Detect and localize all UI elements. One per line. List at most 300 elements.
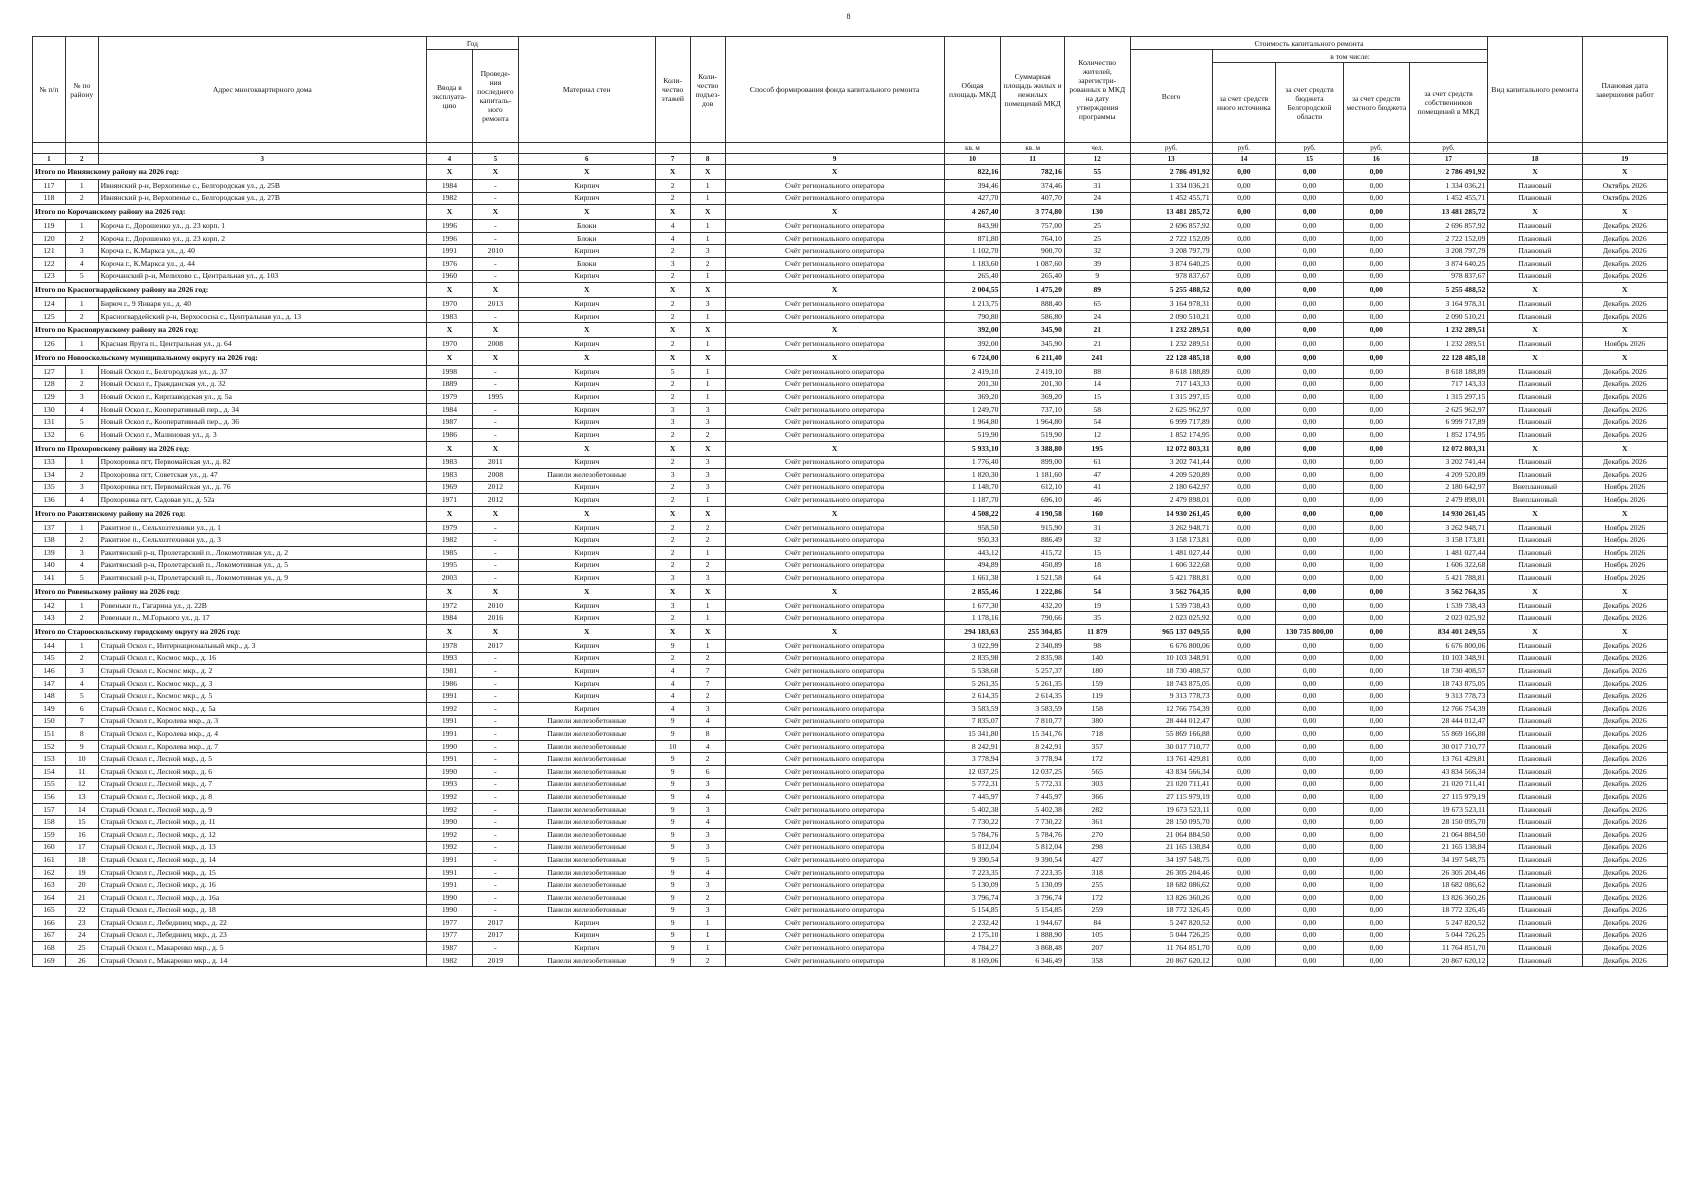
year-built-cell: 1996: [426, 232, 472, 245]
fund-method-cell: Счёт регионального оператора: [725, 891, 944, 904]
total-area-cell: 2 175,10: [944, 929, 1001, 942]
entrances-cell: 3: [690, 469, 725, 482]
wall-material-cell: Кирпич: [518, 612, 655, 625]
address-cell: Старый Оскол г., Лесной мкр., д. 9: [98, 803, 426, 816]
end-date-cell: Декабрь 2026: [1582, 391, 1668, 404]
address-cell: Новый Оскол г., Малиновая ул., д. 3: [98, 428, 426, 441]
entrances-cell: 1: [690, 942, 725, 955]
end-date-cell: Декабрь 2026: [1582, 954, 1668, 967]
cost-local-cell: 0,00: [1343, 245, 1409, 258]
district-total-row: [33, 205, 1668, 220]
year-repair-cell: -: [472, 791, 518, 804]
living-area-cell: 886,49: [1001, 534, 1064, 547]
residents-cell: 565: [1064, 765, 1130, 778]
fund-method-cell: Счёт регионального оператора: [725, 220, 944, 233]
residents-cell: 298: [1064, 841, 1130, 854]
repair-type-cell: Плановый: [1488, 547, 1582, 560]
table-row: [33, 298, 1668, 311]
district-number-cell: 11: [65, 765, 98, 778]
end-date-cell: Ноябрь 2026: [1582, 494, 1668, 507]
cost-local-cell: 0,00: [1343, 841, 1409, 854]
year-built-cell: 1983: [426, 469, 472, 482]
cost-other-cell: 0,00: [1212, 841, 1275, 854]
year-built-cell: 1993: [426, 652, 472, 665]
fund-method-cell: Счёт регионального оператора: [725, 494, 944, 507]
floors-cell: 9: [655, 954, 690, 967]
total-area-cell: 958,50: [944, 521, 1001, 534]
row-number-cell: 133: [33, 456, 66, 469]
living-area-cell: 8 242,91: [1001, 740, 1064, 753]
wall-material-cell: Панели железобетонные: [518, 740, 655, 753]
residents-cell: 46: [1064, 494, 1130, 507]
cost-other-cell: 0,00: [1212, 703, 1275, 716]
unit-cell: [33, 143, 66, 154]
header-cost-local: за счет средств местного бюджета: [1343, 63, 1409, 143]
entrances-cell: 1: [690, 917, 725, 930]
wall-material-cell: Панели железобетонные: [518, 854, 655, 867]
cost-total-cell: 18 682 086,62: [1130, 879, 1212, 892]
row-number-cell: 130: [33, 403, 66, 416]
table-row: [33, 192, 1668, 205]
cost-local-cell: 0,00: [1343, 257, 1409, 270]
year-repair-cell: -: [472, 703, 518, 716]
residents-cell: 25: [1064, 220, 1130, 233]
cost-owners-cell: 21 064 884,50: [1409, 828, 1488, 841]
cost-total-cell: 43 834 566,34: [1130, 765, 1212, 778]
cost-other-cell: 0,00: [1212, 534, 1275, 547]
living-area-cell: 737,10: [1001, 403, 1064, 416]
fund-method-cell: Счёт регионального оператора: [725, 534, 944, 547]
cost-other-cell: 0,00: [1212, 365, 1275, 378]
units-row: [33, 143, 1668, 154]
total-area-cell: 1 183,60: [944, 257, 1001, 270]
x-mark: X: [655, 165, 690, 180]
table-row: [33, 481, 1668, 494]
cost-owners-cell: 834 401 249,55: [1409, 625, 1488, 640]
cost-other-cell: 0,00: [1212, 640, 1275, 653]
total-area-cell: 2 835,98: [944, 652, 1001, 665]
residents-cell: 21: [1064, 338, 1130, 351]
cost-owners-cell: 14 930 261,45: [1409, 506, 1488, 521]
x-mark: X: [472, 283, 518, 298]
floors-cell: 9: [655, 816, 690, 829]
address-cell: Старый Оскол г., Лесной мкр., д. 18: [98, 904, 426, 917]
unit-cell: руб.: [1409, 143, 1488, 154]
repair-type-cell: Плановый: [1488, 298, 1582, 311]
year-repair-cell: -: [472, 572, 518, 585]
cost-region-cell: 0,00: [1276, 690, 1344, 703]
cost-region-cell: 0,00: [1276, 220, 1344, 233]
fund-method-cell: Счёт регионального оператора: [725, 572, 944, 585]
table-row: [33, 690, 1668, 703]
floors-cell: 9: [655, 891, 690, 904]
cost-owners-cell: 18 772 326,45: [1409, 904, 1488, 917]
total-area-cell: 15 341,80: [944, 728, 1001, 741]
repair-type-cell: Плановый: [1488, 521, 1582, 534]
residents-cell: 35: [1064, 612, 1130, 625]
living-area-cell: 450,89: [1001, 559, 1064, 572]
total-area-cell: 8 242,91: [944, 740, 1001, 753]
table-row: [33, 703, 1668, 716]
cost-owners-cell: 2 786 491,92: [1409, 165, 1488, 180]
district-number-cell: 2: [65, 469, 98, 482]
residents-cell: 19: [1064, 599, 1130, 612]
district-total-row: [33, 283, 1668, 298]
cost-total-cell: 1 232 289,51: [1130, 323, 1212, 338]
living-area-cell: 407,70: [1001, 192, 1064, 205]
row-number-cell: 118: [33, 192, 66, 205]
total-area-cell: 2 419,10: [944, 365, 1001, 378]
row-number-cell: 166: [33, 917, 66, 930]
end-date-cell: Декабрь 2026: [1582, 728, 1668, 741]
repair-type-cell: Плановый: [1488, 816, 1582, 829]
fund-method-cell: Счёт регионального оператора: [725, 854, 944, 867]
address-cell: Старый Оскол г., Космос мкр., д. 5: [98, 690, 426, 703]
end-date-cell: Ноябрь 2026: [1582, 547, 1668, 560]
table-row: [33, 715, 1668, 728]
district-number-cell: 1: [65, 365, 98, 378]
cost-local-cell: 0,00: [1343, 220, 1409, 233]
repair-type-cell: Плановый: [1488, 428, 1582, 441]
total-area-cell: 5 538,68: [944, 665, 1001, 678]
address-cell: Старый Оскол г., Космос мкр., д. 16: [98, 652, 426, 665]
district-number-cell: 2: [65, 652, 98, 665]
address-cell: Новый Оскол г., Гражданская ул., д. 32: [98, 378, 426, 391]
address-cell: Старый Оскол г., Лебединец мкр., д. 22: [98, 917, 426, 930]
x-mark: X: [690, 283, 725, 298]
year-built-cell: 1993: [426, 778, 472, 791]
cost-other-cell: 0,00: [1212, 310, 1275, 323]
address-cell: Бирюч г., 9 Января ул., д. 40: [98, 298, 426, 311]
address-cell: Новый Оскол г., Кирпзаводская ул., д. 5а: [98, 391, 426, 404]
residents-cell: 259: [1064, 904, 1130, 917]
fund-method-cell: Счёт регионального оператора: [725, 791, 944, 804]
wall-material-cell: Панели железобетонные: [518, 469, 655, 482]
x-mark: X: [1582, 506, 1668, 521]
x-mark: X: [1488, 350, 1582, 365]
row-number-cell: 140: [33, 559, 66, 572]
cost-total-cell: 1 606 322,68: [1130, 559, 1212, 572]
living-area-cell: 1 944,67: [1001, 917, 1064, 930]
cost-other-cell: 0,00: [1212, 469, 1275, 482]
repair-type-cell: Плановый: [1488, 866, 1582, 879]
table-row: [33, 841, 1668, 854]
fund-method-cell: Счёт регионального оператора: [725, 816, 944, 829]
year-repair-cell: 2008: [472, 338, 518, 351]
living-area-cell: 6 211,40: [1001, 350, 1064, 365]
header-group-year: Год: [426, 37, 518, 50]
district-number-cell: 13: [65, 791, 98, 804]
cost-total-cell: 13 761 429,81: [1130, 753, 1212, 766]
table-row: [33, 891, 1668, 904]
row-number-cell: 117: [33, 180, 66, 193]
fund-method-cell: Счёт регионального оператора: [725, 690, 944, 703]
year-repair-cell: 2012: [472, 481, 518, 494]
x-mark: X: [518, 350, 655, 365]
wall-material-cell: Панели железобетонные: [518, 803, 655, 816]
total-area-cell: 1 249,70: [944, 403, 1001, 416]
capital-repair-table: [32, 36, 1668, 967]
entrances-cell: 3: [690, 245, 725, 258]
year-repair-cell: -: [472, 220, 518, 233]
year-built-cell: 1984: [426, 403, 472, 416]
end-date-cell: Декабрь 2026: [1582, 803, 1668, 816]
wall-material-cell: Кирпич: [518, 456, 655, 469]
cost-region-cell: 0,00: [1276, 612, 1344, 625]
cost-other-cell: 0,00: [1212, 298, 1275, 311]
table-row: [33, 270, 1668, 283]
fund-method-cell: Счёт регионального оператора: [725, 715, 944, 728]
cost-region-cell: 0,00: [1276, 481, 1344, 494]
living-area-cell: 3 796,74: [1001, 891, 1064, 904]
cost-local-cell: 0,00: [1343, 854, 1409, 867]
column-number-cell: 11: [1001, 154, 1064, 165]
table-row: [33, 828, 1668, 841]
floors-cell: 9: [655, 640, 690, 653]
wall-material-cell: Панели железобетонные: [518, 791, 655, 804]
cost-local-cell: 0,00: [1343, 391, 1409, 404]
address-cell: Старый Оскол г., Королева мкр., д. 3: [98, 715, 426, 728]
fund-method-cell: Счёт регионального оператора: [725, 942, 944, 955]
total-area-cell: 871,80: [944, 232, 1001, 245]
repair-type-cell: Внеплановый: [1488, 481, 1582, 494]
column-number-cell: 12: [1064, 154, 1130, 165]
cost-other-cell: 0,00: [1212, 416, 1275, 429]
table-row: [33, 403, 1668, 416]
cost-region-cell: 0,00: [1276, 584, 1344, 599]
end-date-cell: Декабрь 2026: [1582, 690, 1668, 703]
row-number-cell: 159: [33, 828, 66, 841]
table-row: [33, 791, 1668, 804]
residents-cell: 58: [1064, 403, 1130, 416]
row-number-cell: 131: [33, 416, 66, 429]
x-mark: X: [725, 283, 944, 298]
cost-owners-cell: 6 676 800,06: [1409, 640, 1488, 653]
living-area-cell: 5 130,09: [1001, 879, 1064, 892]
total-area-cell: 394,46: [944, 180, 1001, 193]
wall-material-cell: Кирпич: [518, 298, 655, 311]
table-row: [33, 728, 1668, 741]
district-number-cell: 1: [65, 220, 98, 233]
year-built-cell: 1992: [426, 703, 472, 716]
cost-local-cell: 0,00: [1343, 866, 1409, 879]
cost-region-cell: 0,00: [1276, 441, 1344, 456]
wall-material-cell: Панели железобетонные: [518, 904, 655, 917]
cost-region-cell: 0,00: [1276, 942, 1344, 955]
residents-cell: 61: [1064, 456, 1130, 469]
cost-region-cell: 0,00: [1276, 778, 1344, 791]
district-number-cell: 14: [65, 803, 98, 816]
address-cell: Старый Оскол г., Лесной мкр., д. 8: [98, 791, 426, 804]
cost-owners-cell: 1 452 455,71: [1409, 192, 1488, 205]
cost-other-cell: 0,00: [1212, 506, 1275, 521]
cost-region-cell: 0,00: [1276, 559, 1344, 572]
year-repair-cell: -: [472, 665, 518, 678]
repair-type-cell: Плановый: [1488, 879, 1582, 892]
total-area-cell: 1 964,80: [944, 416, 1001, 429]
cost-region-cell: 0,00: [1276, 816, 1344, 829]
cost-region-cell: 0,00: [1276, 954, 1344, 967]
district-total-row: [33, 584, 1668, 599]
year-built-cell: 1991: [426, 879, 472, 892]
cost-owners-cell: 28 150 095,70: [1409, 816, 1488, 829]
fund-method-cell: Счёт регионального оператора: [725, 640, 944, 653]
repair-type-cell: Плановый: [1488, 180, 1582, 193]
year-repair-cell: -: [472, 715, 518, 728]
end-date-cell: Декабрь 2026: [1582, 879, 1668, 892]
floors-cell: 4: [655, 703, 690, 716]
residents-cell: 98: [1064, 640, 1130, 653]
table-row: [33, 232, 1668, 245]
total-area-cell: 3 022,99: [944, 640, 1001, 653]
cost-region-cell: 0,00: [1276, 180, 1344, 193]
column-number-cell: 2: [65, 154, 98, 165]
cost-owners-cell: 21 020 711,41: [1409, 778, 1488, 791]
floors-cell: 3: [655, 572, 690, 585]
floors-cell: 2: [655, 494, 690, 507]
floors-cell: 9: [655, 866, 690, 879]
residents-cell: 55: [1064, 165, 1130, 180]
district-number-cell: 3: [65, 481, 98, 494]
wall-material-cell: Кирпич: [518, 534, 655, 547]
entrances-cell: 2: [690, 690, 725, 703]
district-number-cell: 3: [65, 665, 98, 678]
cost-region-cell: 0,00: [1276, 665, 1344, 678]
total-area-cell: 6 724,00: [944, 350, 1001, 365]
entrances-cell: 2: [690, 257, 725, 270]
cost-other-cell: 0,00: [1212, 904, 1275, 917]
year-repair-cell: -: [472, 559, 518, 572]
cost-local-cell: 0,00: [1343, 715, 1409, 728]
district-total-label: Итого по Ровеньскому району на 2026 год:: [33, 584, 427, 599]
living-area-cell: 1 087,60: [1001, 257, 1064, 270]
cost-local-cell: 0,00: [1343, 378, 1409, 391]
x-mark: X: [725, 323, 944, 338]
wall-material-cell: Панели железобетонные: [518, 765, 655, 778]
cost-region-cell: 0,00: [1276, 841, 1344, 854]
address-cell: Короча г., К.Маркса ул., д. 40: [98, 245, 426, 258]
cost-owners-cell: 30 017 710,77: [1409, 740, 1488, 753]
wall-material-cell: Кирпич: [518, 416, 655, 429]
cost-total-cell: 3 874 640,25: [1130, 257, 1212, 270]
cost-total-cell: 13 826 360,26: [1130, 891, 1212, 904]
unit-cell: руб.: [1130, 143, 1212, 154]
living-area-cell: 9 390,54: [1001, 854, 1064, 867]
cost-other-cell: 0,00: [1212, 599, 1275, 612]
total-area-cell: 5 261,35: [944, 677, 1001, 690]
row-number-cell: 160: [33, 841, 66, 854]
cost-total-cell: 8 618 188,89: [1130, 365, 1212, 378]
header-group-including: в том числе:: [1212, 50, 1488, 63]
fund-method-cell: Счёт регионального оператора: [725, 180, 944, 193]
entrances-cell: 8: [690, 728, 725, 741]
address-cell: Старый Оскол г., Космос мкр., д. 3: [98, 677, 426, 690]
total-area-cell: 790,80: [944, 310, 1001, 323]
end-date-cell: Декабрь 2026: [1582, 703, 1668, 716]
cost-local-cell: 0,00: [1343, 828, 1409, 841]
header-end-date: Плановая дата завершения работ: [1582, 37, 1668, 143]
entrances-cell: 2: [690, 954, 725, 967]
repair-type-cell: Плановый: [1488, 572, 1582, 585]
district-number-cell: 26: [65, 954, 98, 967]
year-built-cell: 1971: [426, 494, 472, 507]
cost-owners-cell: 2 180 642,97: [1409, 481, 1488, 494]
district-total-row: [33, 165, 1668, 180]
total-area-cell: 7 730,22: [944, 816, 1001, 829]
cost-region-cell: 0,00: [1276, 728, 1344, 741]
district-number-cell: 18: [65, 854, 98, 867]
living-area-cell: 3 388,80: [1001, 441, 1064, 456]
year-repair-cell: -: [472, 942, 518, 955]
district-number-cell: 4: [65, 677, 98, 690]
district-number-cell: 4: [65, 257, 98, 270]
table-row: [33, 816, 1668, 829]
cost-region-cell: 0,00: [1276, 828, 1344, 841]
address-cell: Ракитянский р-н, Пролетарский п., Локомотивная ул., д. 9: [98, 572, 426, 585]
x-mark: X: [518, 506, 655, 521]
cost-local-cell: 0,00: [1343, 791, 1409, 804]
cost-region-cell: 0,00: [1276, 469, 1344, 482]
row-number-cell: 147: [33, 677, 66, 690]
cost-owners-cell: 1 232 289,51: [1409, 323, 1488, 338]
total-area-cell: 7 223,35: [944, 866, 1001, 879]
cost-total-cell: 5 421 788,81: [1130, 572, 1212, 585]
unit-cell: [690, 143, 725, 154]
cost-other-cell: 0,00: [1212, 929, 1275, 942]
district-total-row: [33, 441, 1668, 456]
district-number-cell: 16: [65, 828, 98, 841]
living-area-cell: 7 445,97: [1001, 791, 1064, 804]
address-cell: Прохоровка пгт, Первомайская ул., д. 76: [98, 481, 426, 494]
x-mark: X: [655, 625, 690, 640]
entrances-cell: 3: [690, 416, 725, 429]
year-built-cell: 1969: [426, 481, 472, 494]
entrances-cell: 2: [690, 652, 725, 665]
end-date-cell: Декабрь 2026: [1582, 791, 1668, 804]
total-area-cell: 369,20: [944, 391, 1001, 404]
repair-type-cell: Плановый: [1488, 753, 1582, 766]
cost-region-cell: 0,00: [1276, 547, 1344, 560]
residents-cell: 282: [1064, 803, 1130, 816]
total-area-cell: 1 148,70: [944, 481, 1001, 494]
cost-owners-cell: 5 255 488,52: [1409, 283, 1488, 298]
cost-region-cell: 0,00: [1276, 310, 1344, 323]
district-total-row: [33, 625, 1668, 640]
year-built-cell: 1970: [426, 338, 472, 351]
address-cell: Старый Оскол г., Лесной мкр., д. 7: [98, 778, 426, 791]
cost-region-cell: 0,00: [1276, 803, 1344, 816]
x-mark: X: [655, 506, 690, 521]
address-cell: Старый Оскол г., Лесной мкр., д. 12: [98, 828, 426, 841]
living-area-cell: 5 772,31: [1001, 778, 1064, 791]
year-repair-cell: -: [472, 803, 518, 816]
repair-type-cell: Плановый: [1488, 232, 1582, 245]
wall-material-cell: Панели железобетонные: [518, 816, 655, 829]
entrances-cell: 7: [690, 665, 725, 678]
table-row: [33, 803, 1668, 816]
unit-cell: [98, 143, 426, 154]
repair-type-cell: Плановый: [1488, 765, 1582, 778]
cost-total-cell: 3 164 978,31: [1130, 298, 1212, 311]
repair-type-cell: Плановый: [1488, 728, 1582, 741]
repair-type-cell: Плановый: [1488, 378, 1582, 391]
table-row: [33, 391, 1668, 404]
year-repair-cell: -: [472, 652, 518, 665]
cost-owners-cell: 8 618 188,89: [1409, 365, 1488, 378]
table-row: [33, 640, 1668, 653]
residents-cell: 21: [1064, 323, 1130, 338]
cost-local-cell: 0,00: [1343, 481, 1409, 494]
